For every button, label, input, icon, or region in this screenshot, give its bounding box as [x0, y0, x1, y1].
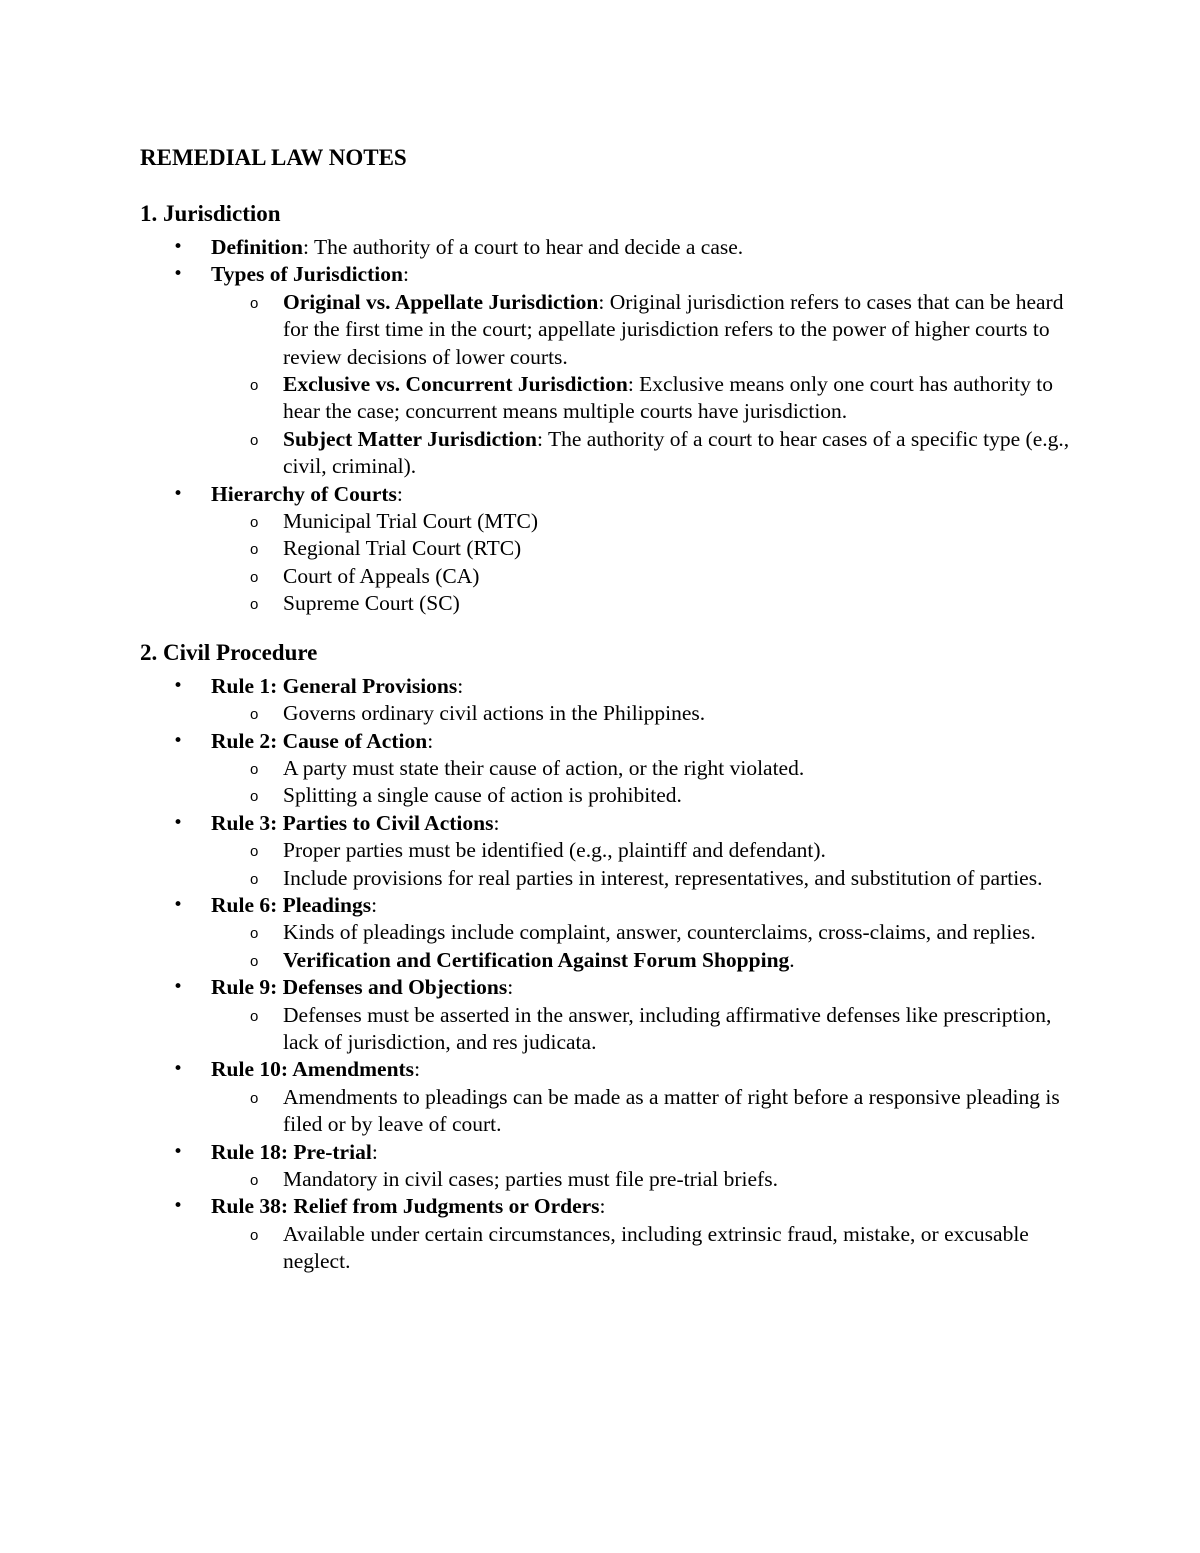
- list-item: [140, 810, 1080, 892]
- sub-list: [211, 1084, 1080, 1139]
- sub-list-item: [211, 919, 1080, 946]
- item-separator: :: [599, 1194, 606, 1219]
- bullet-list: [140, 234, 1080, 618]
- circle-bullet-icon: o: [250, 925, 259, 943]
- sub-item-separator: :: [627, 372, 640, 397]
- sub-item-text: Municipal Trial Court (MTC): [283, 509, 539, 534]
- sub-item-text: Mandatory in civil cases; parties must file pre-trial briefs.: [283, 1167, 778, 1191]
- sub-item-separator: :: [598, 289, 610, 314]
- document-page: [140, 138, 1080, 1276]
- item-separator: :: [414, 1057, 421, 1082]
- sub-list: [211, 700, 1080, 727]
- sub-item-separator: .: [789, 947, 795, 972]
- list-item: [140, 892, 1080, 974]
- sub-item-text: The authority of a court to hear cases of a specific type (e.g., civil, criminal).: [283, 426, 1070, 479]
- circle-bullet-icon: o: [250, 788, 259, 806]
- bullet-icon: •: [173, 1196, 184, 1217]
- circle-bullet-icon: o: [250, 431, 259, 449]
- item-label: Rule 3: Parties to Civil Actions: [211, 810, 494, 835]
- circle-bullet-icon: o: [250, 1007, 259, 1025]
- item-text: The authority of a court to hear and decide a case.: [313, 235, 744, 259]
- circle-bullet-icon: o: [250, 1172, 259, 1189]
- bullet-list: [140, 673, 1080, 1276]
- sub-list-item: [211, 1166, 1080, 1193]
- sub-item-text: Supreme Court (SC): [283, 591, 460, 616]
- sub-list-item: [211, 1002, 1080, 1057]
- circle-bullet-icon: o: [250, 514, 259, 532]
- item-label: Hierarchy of Courts: [211, 481, 397, 506]
- item-label: Rule 2: Cause of Action: [211, 728, 428, 753]
- item-separator: :: [507, 975, 514, 1000]
- circle-bullet-icon: o: [250, 843, 259, 861]
- item-separator: :: [402, 262, 409, 287]
- item-separator: :: [371, 1139, 378, 1164]
- circle-bullet-icon: o: [250, 760, 259, 778]
- circle-bullet-icon: o: [250, 294, 259, 312]
- item-separator: :: [493, 810, 500, 835]
- sub-list-item: [211, 1221, 1080, 1276]
- section-heading: 2. Civil Procedure: [140, 639, 318, 665]
- sub-list-item: [211, 1084, 1080, 1139]
- sub-item-label: Subject Matter Jurisdiction: [283, 426, 537, 451]
- sub-list: [211, 289, 1080, 481]
- sub-item-label: Exclusive vs. Concurrent Jurisdiction: [283, 372, 628, 397]
- bullet-icon: •: [173, 675, 184, 696]
- sub-item-text: Court of Appeals (CA): [283, 563, 480, 588]
- circle-bullet-icon: o: [250, 1089, 259, 1107]
- sub-list-item: [211, 289, 1080, 371]
- item-label: Types of Jurisdiction: [211, 262, 403, 287]
- item-separator: :: [302, 235, 314, 259]
- sub-item-text: Governs ordinary civil actions in the Philippines.: [283, 701, 706, 726]
- section-heading: 1. Jurisdiction: [140, 201, 281, 226]
- sub-list-item: [211, 947, 1080, 974]
- sub-list-item: [211, 371, 1080, 426]
- circle-bullet-icon: o: [250, 596, 259, 614]
- item-separator: :: [396, 481, 403, 506]
- document-body: [140, 194, 1080, 1276]
- item-label: Rule 10: Amendments: [211, 1057, 415, 1082]
- sub-list: [211, 508, 1080, 618]
- sub-item-label: Original vs. Appellate Jurisdiction: [283, 289, 599, 314]
- sub-list-item: [211, 535, 1080, 562]
- item-label: Definition: [211, 235, 303, 259]
- item-label: Rule 9: Defenses and Objections: [211, 975, 508, 1000]
- bullet-icon: •: [173, 894, 184, 915]
- sub-item-text: Include provisions for real parties in interest, representatives, and substitution of parties.: [283, 865, 1043, 890]
- item-label: Rule 1: General Provisions: [211, 673, 458, 698]
- bullet-icon: •: [173, 730, 184, 751]
- sub-list-item: [211, 755, 1080, 782]
- list-item: [140, 728, 1080, 810]
- sub-list-item: [211, 508, 1080, 535]
- item-label: Rule 38: Relief from Judgments or Orders: [211, 1194, 600, 1219]
- bullet-icon: •: [173, 264, 184, 285]
- circle-bullet-icon: o: [250, 706, 259, 724]
- sub-item-label: Verification and Certification Against Forum Shopping: [283, 947, 790, 972]
- sub-item-text: Proper parties must be identified (e.g., plaintiff and defendant).: [283, 838, 826, 863]
- bullet-icon: •: [173, 237, 184, 257]
- circle-bullet-icon: o: [250, 870, 259, 888]
- sub-list: [211, 919, 1080, 974]
- sub-list: [211, 755, 1080, 810]
- list-item: [140, 261, 1080, 480]
- circle-bullet-icon: o: [250, 377, 259, 395]
- sub-list-item: [211, 782, 1080, 809]
- sub-list: [211, 837, 1080, 892]
- circle-bullet-icon: o: [250, 952, 259, 970]
- sub-item-text: Kinds of pleadings include complaint, answer, counterclaims, cross-claims, and replies.: [283, 920, 1036, 945]
- list-item: [140, 974, 1080, 1056]
- sub-list-item: [211, 700, 1080, 727]
- sub-item-text: Original jurisdiction refers to cases that can be heard for the first time in the court; appellate jurisdiction refers to the power of higher courts to review decisions of lower courts.: [283, 289, 1064, 369]
- circle-bullet-icon: o: [250, 1226, 259, 1244]
- circle-bullet-icon: o: [250, 541, 259, 559]
- sub-list-item: [211, 590, 1080, 617]
- sub-list: [211, 1166, 1080, 1193]
- list-item: [140, 234, 1080, 261]
- sub-item-text: Exclusive means only one court has authority to hear the case; concurrent means multiple courts have jurisdiction.: [283, 372, 1053, 424]
- list-item: [140, 1056, 1080, 1138]
- bullet-icon: •: [173, 1059, 184, 1080]
- sub-item-text: Defenses must be asserted in the answer, including affirmative defenses like prescription, lack of jurisdiction, and res judicata.: [283, 1002, 1052, 1054]
- circle-bullet-icon: o: [250, 568, 259, 586]
- list-item: [140, 1193, 1080, 1275]
- bullet-icon: •: [173, 977, 184, 998]
- sub-list-item: [211, 563, 1080, 590]
- sub-item-text: Amendments to pleadings can be made as a matter of right before a responsive pleading is filed or by leave of court.: [283, 1084, 1060, 1137]
- sub-item-text: Available under certain circumstances, including extrinsic fraud, mistake, or excusable neglect.: [283, 1221, 1029, 1274]
- sub-item-text: Splitting a single cause of action is prohibited.: [283, 783, 682, 808]
- document-title: REMEDIAL LAW NOTES: [140, 145, 407, 170]
- sub-list: [211, 1221, 1080, 1276]
- sub-list-item: [211, 865, 1080, 892]
- sub-item-text: Regional Trial Court (RTC): [283, 536, 522, 561]
- item-separator: :: [371, 892, 378, 917]
- sub-item-text: A party must state their cause of action, or the right violated.: [283, 755, 805, 780]
- sub-list-item: [211, 837, 1080, 864]
- item-label: Rule 6: Pleadings: [211, 892, 372, 917]
- list-item: [140, 481, 1080, 618]
- item-separator: :: [457, 673, 464, 698]
- item-separator: :: [427, 728, 434, 753]
- bullet-icon: •: [173, 1141, 184, 1162]
- sub-list: [211, 1002, 1080, 1057]
- sub-list-item: [211, 426, 1080, 481]
- sub-item-separator: :: [537, 426, 548, 451]
- list-item: [140, 673, 1080, 728]
- item-label: Rule 18: Pre-trial: [211, 1139, 372, 1164]
- bullet-icon: •: [173, 483, 184, 504]
- list-item: [140, 1139, 1080, 1194]
- bullet-icon: •: [173, 812, 184, 833]
